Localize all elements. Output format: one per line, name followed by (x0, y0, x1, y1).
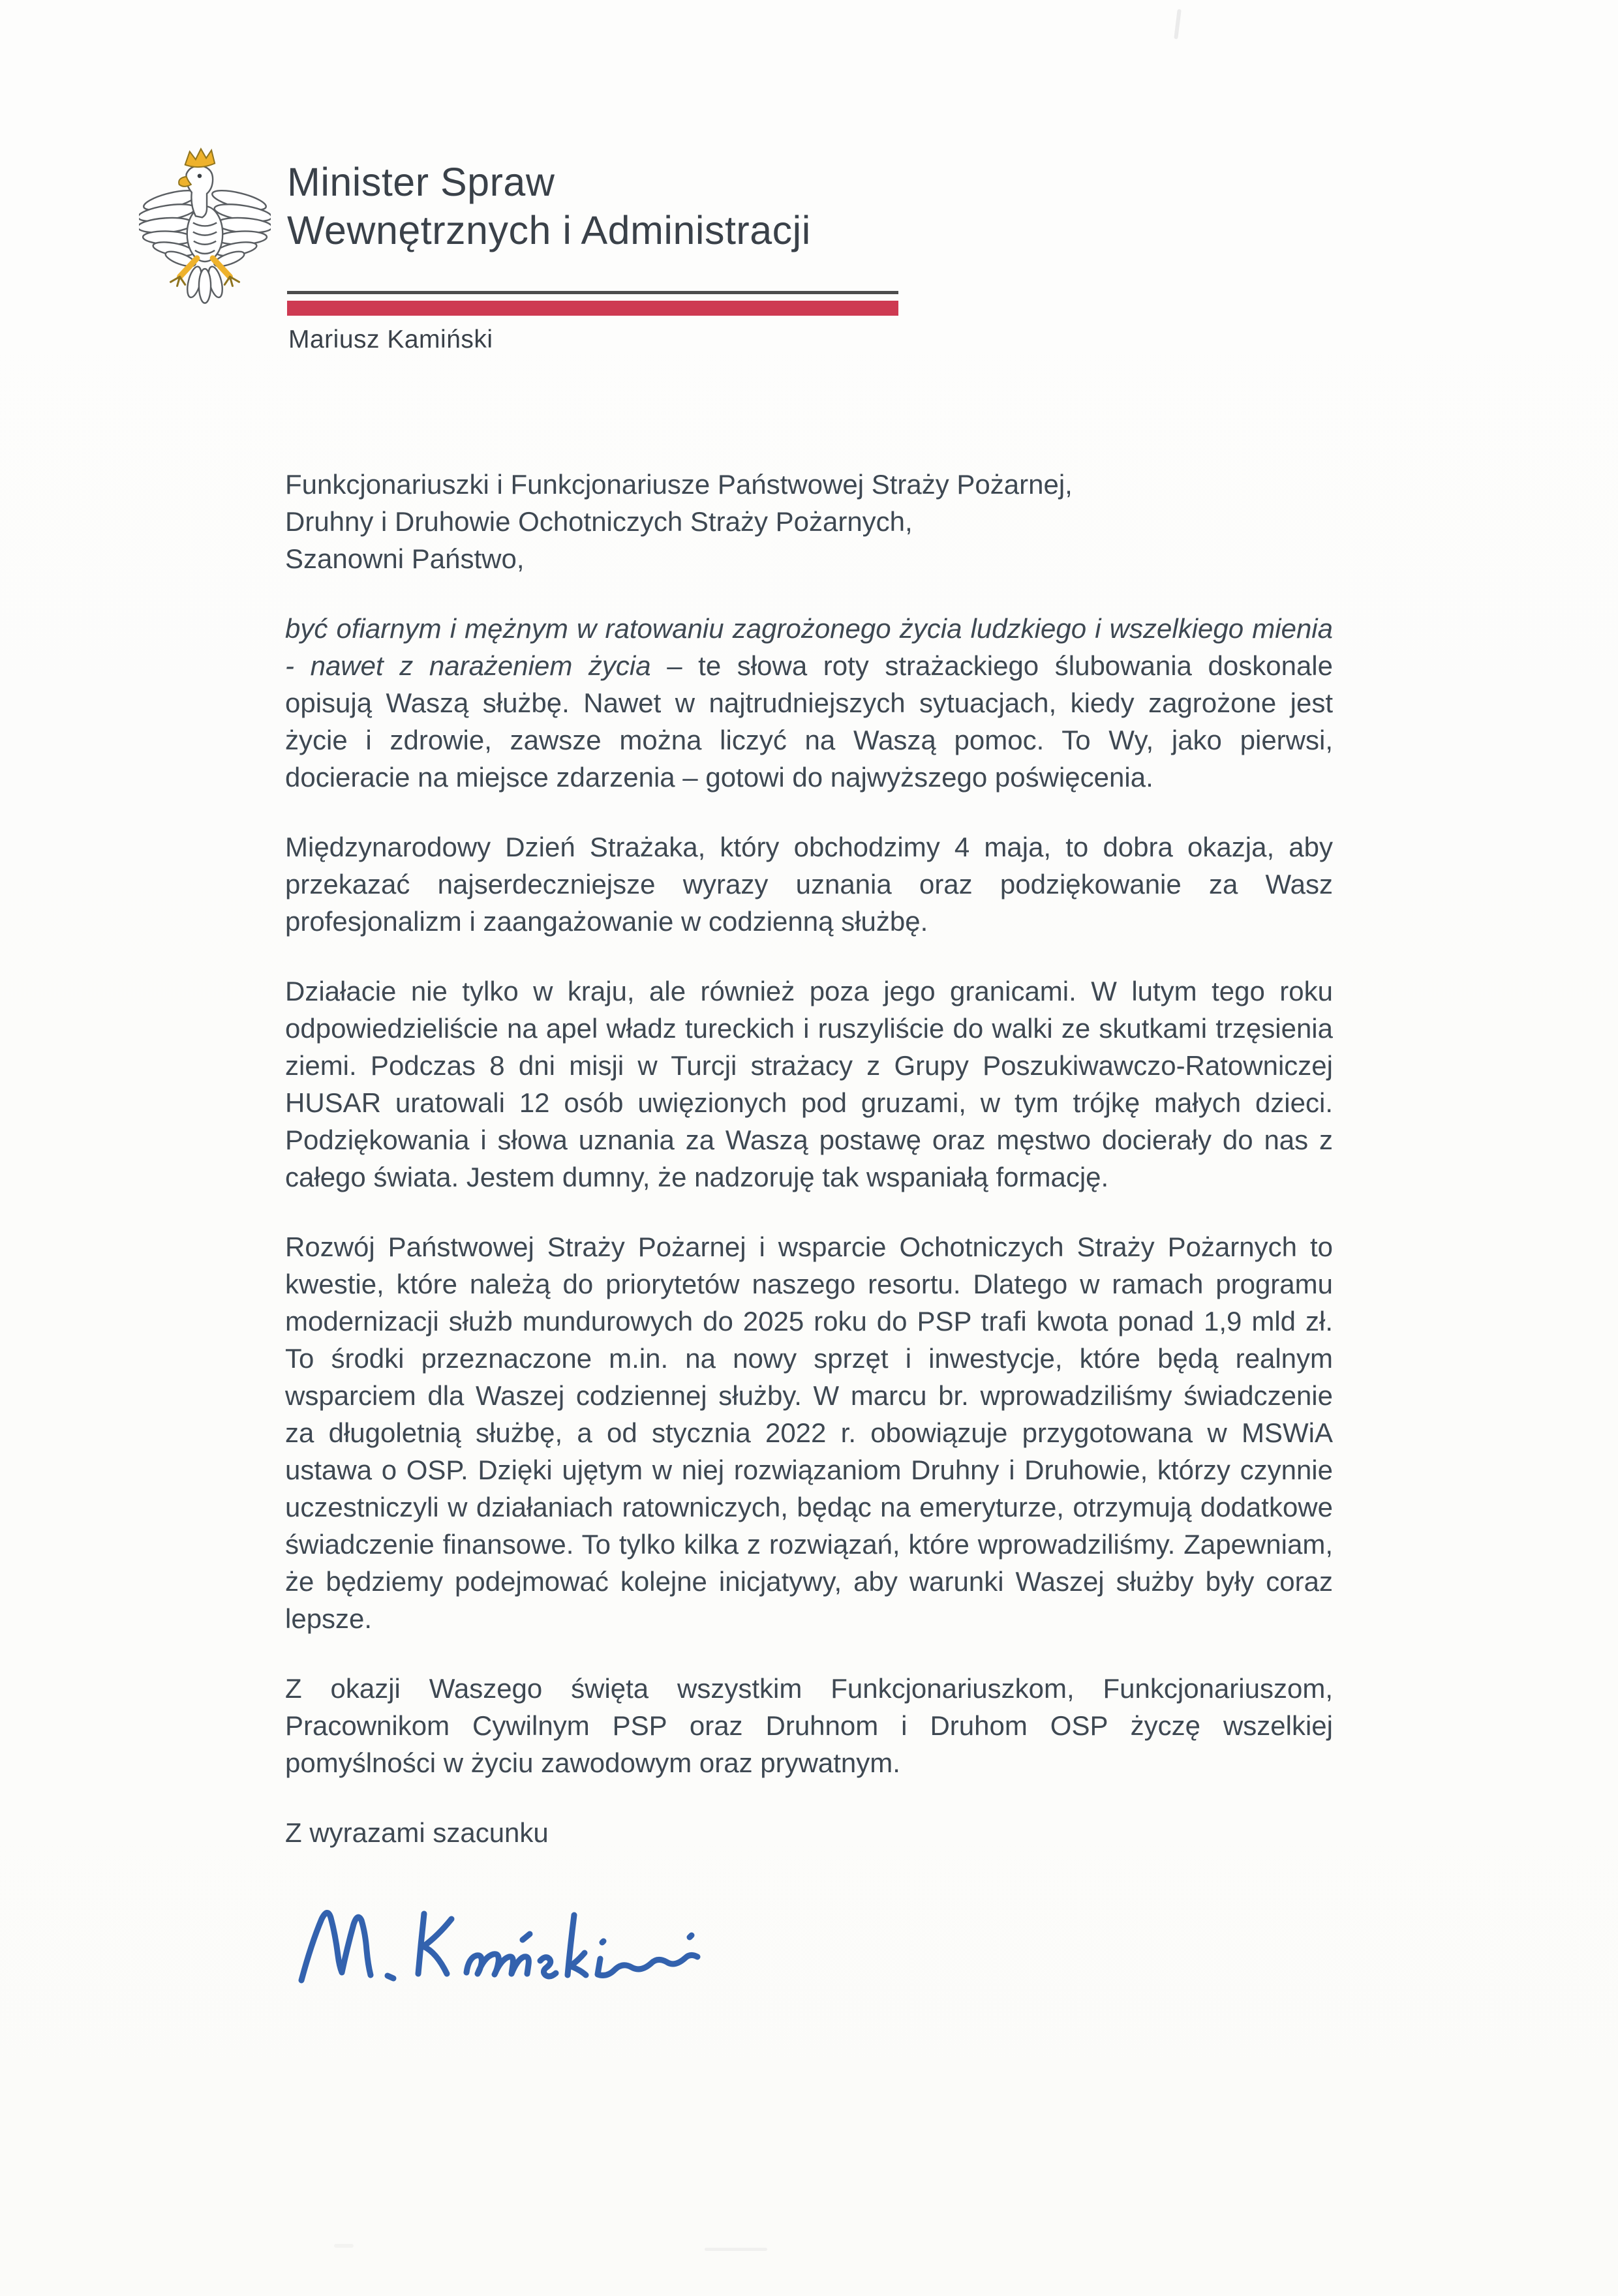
scan-artifact (334, 2244, 354, 2248)
closing-line: Z wyrazami szacunku (285, 1817, 549, 1848)
oath-quote-italic: być ofiarnym i mężnym w ratowaniu zagrożonego życia ludzkiego i wszelkiego mienia - nawet z narażeniem życia (285, 613, 1333, 681)
oath-paragraph-rest: – te słowa roty strażackiego ślubowania doskonale opisują Waszą służbę. Nawet w najtrudniejszych sytuacjach, kiedy zagrożone jest życie i zdrowie, zawsze można liczyć na Waszą pomoc. To Wy, jako pierwsi, docieracie na miejsce zdarzenia – gotowi do najwyższego poświęcenia. (285, 650, 1333, 793)
paragraph-wishes: Z okazji Waszego święta wszystkim Funkcjonariuszkom, Funkcjonariuszom, Pracownikom Cywilnym PSP oraz Druhnom i Druhom OSP życzę wszelkiej pomyślności w życiu zawodowym oraz prywatnym. (285, 1673, 1333, 1778)
salutation-line: Funkcjonariuszki i Funkcjonariusze Państwowej Straży Pożarnej, (285, 469, 1073, 500)
polish-eagle-emblem-icon (139, 144, 271, 314)
paragraph-modernization: Rozwój Państwowej Straży Pożarnej i wsparcie Ochotniczych Straży Pożarnych to kwestie, które należą do priorytetów naszego resortu. Dlatego w ramach programu modernizacji służb mundurowych do 2025 roku do PSP trafi kwota ponad 1,9 mld zł. To środki przeznaczone m.in. na nowy sprzęt i inwestycje, które będą realnym wsparciem dla Waszej codziennej służby. W marcu br. wprowadziliśmy świadczenie za długoletnią służbę, a od stycznia 2022 r. obowiązuje przygotowana w MSWiA ustawa o OSP. Dzięki ujętym w niej rozwiązaniom Druhny i Druhowie, którzy czynnie uczestniczyli w działaniach ratowniczych, będąc na emeryturze, otrzymują dodatkowe świadczenie finansowe. To tylko kilka z rozwiązań, które wprowadziliśmy. Zapewniam, że będziemy podejmować kolejne inicjatywy, aby warunki Waszej służby były coraz lepsze. (285, 1231, 1333, 1634)
ministry-title-line2: Wewnętrznych i Administracji (287, 208, 811, 252)
header-divider-dark-line (287, 291, 898, 294)
salutation (285, 466, 1333, 577)
scan-artifact (1174, 9, 1182, 39)
minister-name: Mariusz Kamiński (288, 325, 493, 354)
salutation-line: Szanowni Państwo, (285, 543, 525, 574)
ministry-title-line1: Minister Spraw (287, 160, 555, 204)
paragraph-oath (285, 610, 1333, 796)
handwritten-signature (285, 1884, 742, 2000)
salutation-line: Druhny i Druhowie Ochotniczych Straży Pożarnych, (285, 506, 913, 537)
paragraph-turkey-mission: Działacie nie tylko w kraju, ale również poza jego granicami. W lutym tego roku odpowiedzieliście na apel władz tureckich i ruszyliście do walki ze skutkami trzęsienia ziemi. Podczas 8 dni misji w Turcji strażacy z Grupy Poszukiwawczo-Ratowniczej HUSAR uratowali 12 osób uwięzionych pod gruzami, w tym trójkę małych dzieci. Podziękowania i słowa uznania za Waszą postawę oraz męstwo docierały do nas z całego świata. Jestem dumny, że nadzoruję tak wspaniałą formację. (285, 976, 1333, 1192)
header-divider-red-band (287, 301, 898, 316)
paragraph-firefighters-day: Międzynarodowy Dzień Strażaka, który obchodzimy 4 maja, to dobra okazja, aby przekazać najserdeczniejsze wyrazy uznania oraz podziękowanie za Wasz profesjonalizm i zaangażowanie w codzienną służbę. (285, 832, 1333, 937)
letter-body (285, 466, 1333, 2000)
scan-artifact (705, 2248, 767, 2251)
ministry-title (287, 158, 811, 254)
